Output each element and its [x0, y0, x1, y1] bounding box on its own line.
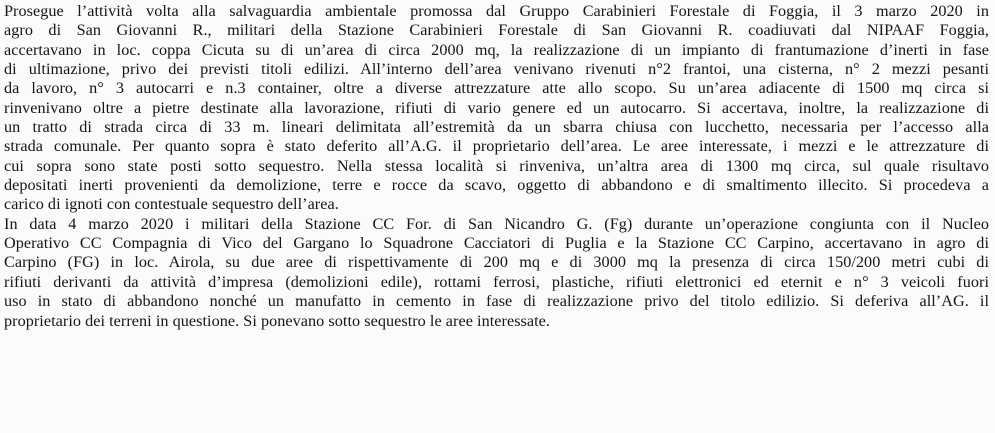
paragraph-foggia-operation: [4, 2, 989, 215]
text-line: accertavano in loc. coppa Cicuta su di un’area di circa 2000 mq, la realizzazione di un impianto di frantumazione d’inerti in fase: [4, 40, 989, 59]
text-line: Prosegue l’attività volta alla salvaguardia ambientale promossa dal Gruppo Carabinieri Forestale di Foggia, il 3 marzo 2020 in: [4, 2, 989, 20]
paragraph-carpino-operation: [4, 215, 989, 331]
text-line: rifiuti derivanti da attività d’impresa (demolizioni edile), rottami ferrosi, plastiche, rifiuti elettronici ed eternit e n° 3 veicoli fuori: [4, 272, 989, 291]
text-line: cui sopra sono state posti sotto sequestro. Nella stessa località si rinveniva, un’altra area di 1300 mq circa, sul quale risultavo: [4, 156, 989, 175]
text-line: uso in stato di abbandono nonché un manufatto in cemento in fase di realizzazione privo del titolo edilizio. Si deferiva all’AG. il: [4, 292, 989, 311]
text-line: Operativo CC Compagnia di Vico del Gargano lo Squadrone Cacciatori di Puglia e la Stazione CC Carpino, accertavano in agro di: [4, 234, 989, 253]
text-line: strada comunale. Per quanto sopra è stato deferito all’A.G. il proprietario dell’area. Le aree interessate, i mezzi e le attrezzature di: [4, 137, 989, 156]
text-line: agro di San Giovanni R., militari della Stazione Carabinieri Forestale di San Giovanni R. coadiuvati dal NIPAAF Foggia,: [4, 21, 989, 40]
text-line: proprietario dei terreni in questione. Si ponevano sotto sequestro le aree interessate.: [4, 311, 551, 330]
text-line: di ultimazione, privo dei previsti titoli edilizi. All’interno dell’area venivano rivenuti n°2 frantoi, una cisterna, n° 2 mezzi pesanti: [4, 60, 989, 79]
text-line: rinvenivano oltre a pietre destinate alla lavorazione, rifiuti di vario genere ed un autocarro. Si accertava, inoltre, la realizzazione di: [4, 98, 989, 117]
text-line: depositati inerti provenienti da demolizione, terre e rocce da scavo, oggetto di abbandono e di smaltimento illecito. Si procedeva a: [4, 176, 989, 195]
text-line: In data 4 marzo 2020 i militari della Stazione CC For. di San Nicandro G. (Fg) durante un’operazione congiunta con il Nucleo: [4, 214, 989, 233]
document-body: [4, 2, 989, 331]
text-line: un tratto di strada circa di 33 m. lineari delimitata all’estremità da un sbarra chiusa con lucchetto, necessaria per l’accesso alla: [4, 118, 989, 137]
text-line: da lavoro, n° 3 autocarri e n.3 container, oltre a diverse attrezzature atte allo scopo. Su un’area adiacente di 1500 mq circa si: [4, 79, 989, 98]
text-line: Carpino (FG) in loc. Airola, su due aree di rispettivamente di 200 mq e di 3000 mq la presenza di circa 150/200 metri cubi di: [4, 253, 989, 272]
text-line: carico di ignoti con contestuale sequestro dell’area.: [4, 195, 339, 214]
